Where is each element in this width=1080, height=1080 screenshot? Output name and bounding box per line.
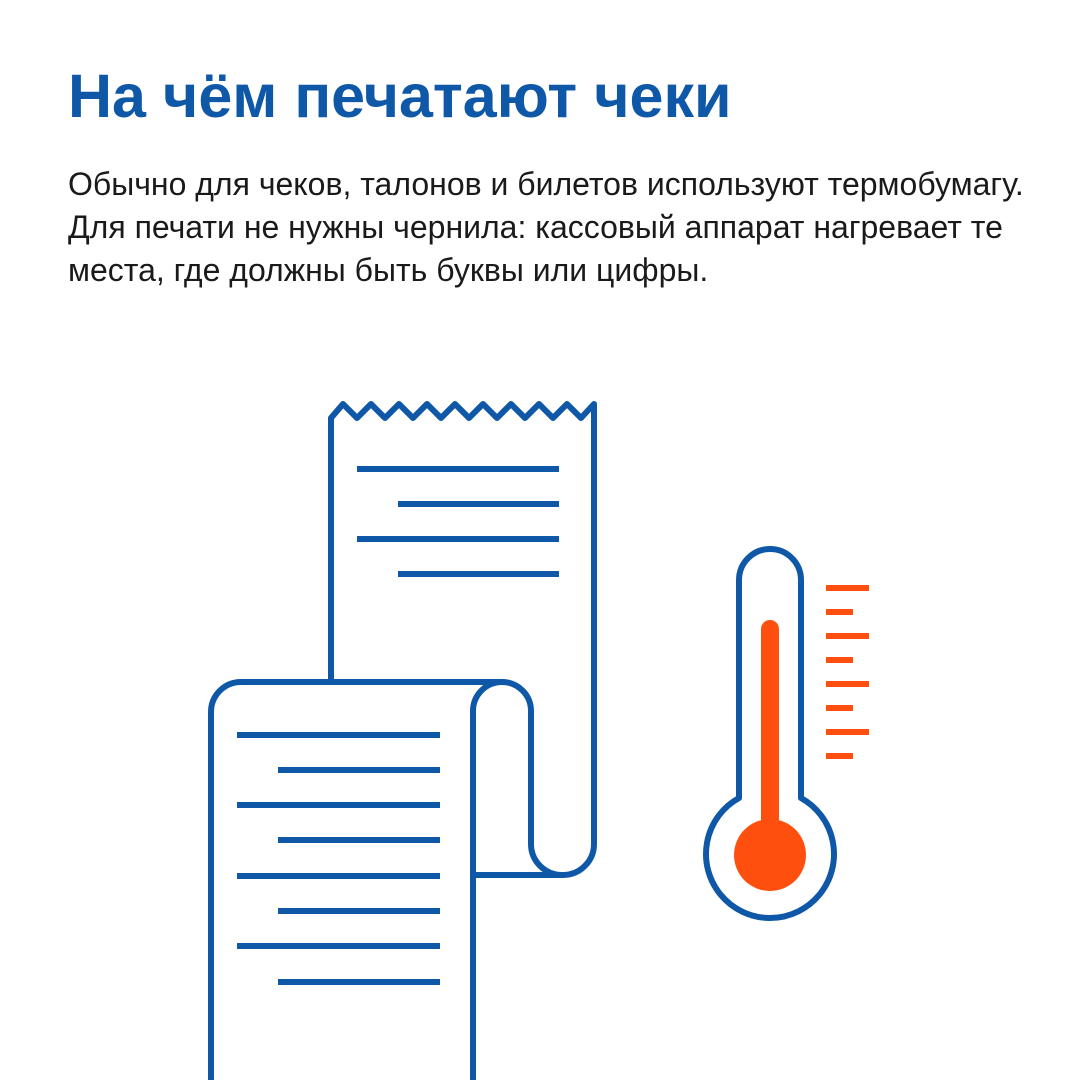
thermometer-icon: [706, 549, 869, 918]
receipt-front-sheet: [211, 682, 562, 1080]
receipt-roll-icon: [211, 404, 594, 1080]
thermometer-scale: [826, 588, 869, 756]
receipt-roll-curl: [473, 682, 502, 1080]
thermometer-bulb: [734, 819, 806, 891]
slide-description: Обычно для чеков, талонов и билетов используют термобумагу. Для печати не нужны чернила: кассовый аппарат нагревает те места, где должны быть буквы или цифры.: [68, 166, 1024, 288]
receipt-front-lines: [237, 735, 440, 982]
slide-title: На чём печатают чеки: [68, 62, 732, 130]
receipt-back-lines: [357, 469, 559, 574]
